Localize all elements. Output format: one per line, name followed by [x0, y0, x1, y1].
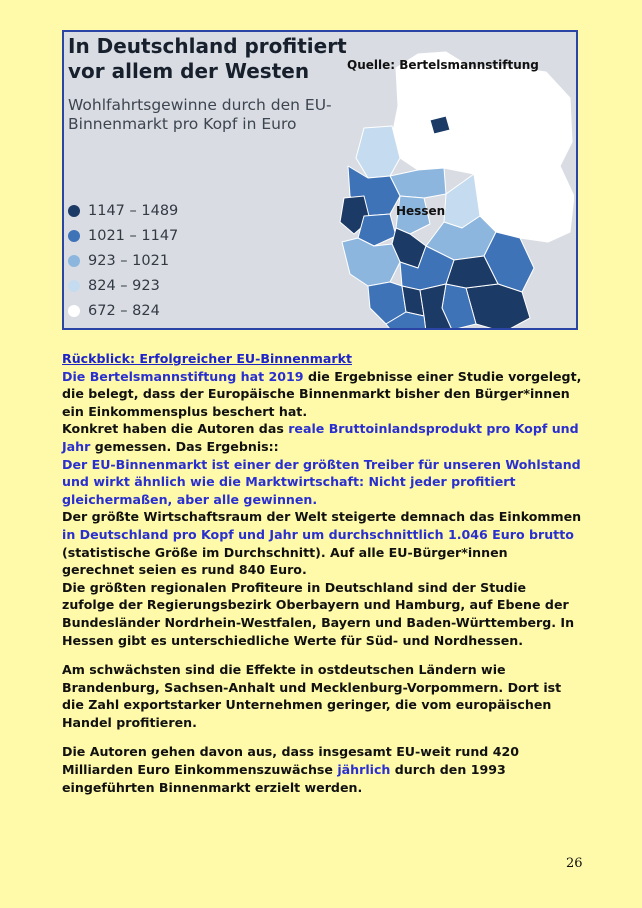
legend-item: [68, 248, 178, 273]
legend-swatch: [68, 205, 80, 217]
paragraph-1-highlight: Die Bertelsmannstiftung hat 2019: [62, 368, 304, 384]
figure-subtitle: Wohlfahrtsgewinne durch den EU-Binnenmarkt pro Kopf in Euro: [68, 96, 332, 133]
legend-swatch: [68, 280, 80, 292]
paragraph-7: [62, 743, 582, 796]
paragraph-4-text-end: (statistische Größe im Durchschnitt). Auf alle EU-Bürger*innen gerechnet seien es rund 840 Euro.: [62, 544, 508, 578]
legend-label: 824 – 923: [88, 277, 160, 294]
paragraph-1-text: die Ergebnisse einer Studie vorgelegt, die belegt, dass der Europäische Binnenmarkt bisher den Bürger*innen ein Einkommensplus beschert hat.: [62, 368, 582, 419]
paragraph-3-highlight: Der EU-Binnenmarkt ist einer der größten Treiber für unseren Wohlstand und wirkt ähnlich wie die Marktwirtschaft: Nicht jeder profitiert gleichermaßen, aber alle gewinnen.: [62, 456, 581, 507]
map-legend: [68, 198, 178, 323]
page-number: 26: [566, 856, 583, 871]
figure-source: Quelle: Bertelsmannstiftung: [347, 58, 539, 72]
legend-item: [68, 223, 178, 248]
map-region-lower-saxony-west: [356, 126, 400, 178]
paragraph-1: [62, 368, 582, 650]
germany-map: [334, 46, 574, 330]
legend-label: 1021 – 1147: [88, 227, 179, 244]
legend-label: 923 – 1021: [88, 252, 170, 269]
paragraph-7-highlight: jährlich: [337, 762, 391, 778]
paragraph-4-text: Der größte Wirtschaftsraum der Welt steigerte demnach das Einkommen: [62, 509, 582, 525]
legend-item: [68, 298, 178, 323]
legend-swatch: [68, 230, 80, 242]
legend-label: 672 – 824: [88, 302, 160, 319]
legend-swatch: [68, 305, 80, 317]
paragraph-6: Am schwächsten sind die Effekte in ostdeutschen Ländern wie Brandenburg, Sachsen-Anhalt und Mecklenburg-Vorpommern. Dort ist die Zahl exportstarker Unternehmen geringer, die vom europäischen Handel profitieren.: [62, 662, 562, 730]
paragraph-2-highlight: reale Bruttoinlandsprodukt pro Kopf und Jahr: [62, 421, 579, 454]
article-heading-link[interactable]: Rückblick: Erfolgreicher EU-Binnenmarkt: [62, 351, 352, 366]
legend-swatch: [68, 255, 80, 267]
legend-item: [68, 198, 178, 223]
map-label-hessen: Hessen: [396, 204, 446, 218]
map-region-rlp: [342, 238, 400, 286]
paragraph-5-text: Die größten regionalen Profiteure in Deutschland sind der Studie zufolge der Regierungsbezirk Oberbayern und Hamburg, auf Ebene der Bundesländer Nordrhein-Westfalen, Bayern und Baden-Württemberg. In Hessen gibt es unterschiedliche Werte für Süd- und Nordhessen.: [62, 579, 575, 648]
figure-title: In Deutschland profitiert vor allem der Westen: [68, 34, 347, 83]
paragraph-7-text: Die Autoren gehen davon aus, dass insgesamt EU-weit rund 420 Milliarden Euro Einkommenszuwächse: [62, 744, 519, 778]
paragraph-2-text: Konkret haben die Autoren das: [62, 421, 289, 437]
map-figure: [62, 30, 578, 330]
paragraph-7-text-end: durch den 1993 eingeführten Binnenmarkt erzielt werden.: [62, 762, 506, 795]
legend-item: [68, 273, 178, 298]
paragraph-2-text-end: gemessen. Das Ergebnis::: [90, 438, 279, 454]
article-body: [62, 350, 582, 808]
legend-label: 1147 – 1489: [88, 202, 179, 219]
paragraph-4-highlight: in Deutschland pro Kopf und Jahr um durchschnittlich 1.046 Euro brutto: [62, 526, 574, 542]
